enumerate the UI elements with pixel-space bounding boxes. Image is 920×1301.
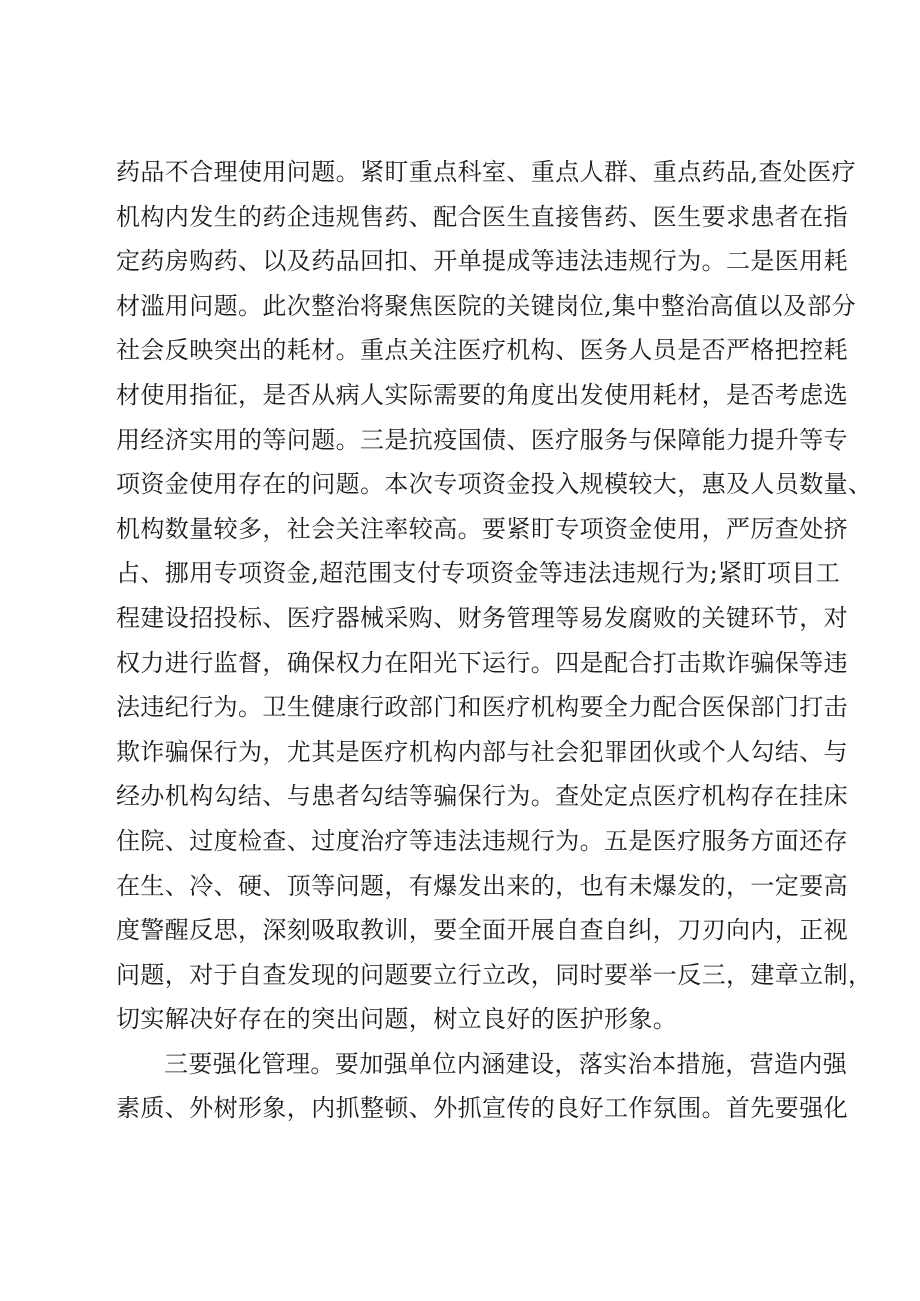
text-line: 在生、冷、硬、顶等问题，有爆发出来的，也有未爆发的，一定要高 — [116, 871, 848, 900]
text-line: 社会反映突出的耗材。重点关注医疗机构、医务人员是否严格把控耗 — [116, 336, 848, 365]
text-line: 材滥用问题。此次整治将聚焦医院的关键岗位,集中整治高值以及部分 — [116, 291, 857, 320]
paragraph-first-line: 三要强化管理。要加强单位内涵建设，落实治本措施，营造内强 — [164, 1049, 848, 1078]
text-line: 机构数量较多，社会关注率较高。要紧盯专项资金使用，严厉查处挤 — [116, 514, 848, 543]
text-line: 机构内发生的药企违规售药、配合医生直接售药、医生要求患者在指 — [116, 202, 848, 231]
text-line: 用经济实用的等问题。三是抗疫国债、医疗服务与保障能力提升等专 — [116, 425, 848, 454]
text-line: 住院、过度检查、过度治疗等违法违规行为。五是医疗服务方面还存 — [116, 826, 848, 855]
text-line: 素质、外树形象，内抓整顿、外抓宣传的良好工作氛围。首先要强化 — [116, 1094, 848, 1123]
text-line: 欺诈骗保行为，尤其是医疗机构内部与社会犯罪团伙或个人勾结、与 — [116, 737, 848, 766]
text-line: 经办机构勾结、与患者勾结等骗保行为。查处定点医疗机构存在挂床 — [116, 782, 848, 811]
text-line: 度警醒反思，深刻吸取教训，要全面开展自查自纠，刀刃向内，正视 — [116, 916, 848, 945]
text-line: 占、挪用专项资金,超范围支付专项资金等违法违规行为;紧盯项目工 — [116, 559, 841, 588]
text-line: 法违纪行为。卫生健康行政部门和医疗机构要全力配合医保部门打击 — [116, 693, 848, 722]
text-line: 程建设招投标、医疗器械采购、财务管理等易发腐败的关键环节，对 — [116, 603, 848, 632]
text-line: 定药房购药、以及药品回扣、开单提成等违法违规行为。二是医用耗 — [116, 247, 848, 276]
text-line: 切实解决好存在的突出问题，树立良好的医护形象。 — [116, 1005, 678, 1034]
body-text — [116, 150, 873, 1131]
text-line: 问题，对于自查发现的问题要立行立改，同时要举一反三，建章立制， — [116, 960, 873, 989]
text-line: 材使用指征，是否从病人实际需要的角度出发使用耗材，是否考虑选 — [116, 380, 848, 409]
text-line: 药品不合理使用问题。紧盯重点科室、重点人群、重点药品,查处医疗 — [116, 158, 857, 186]
text-line: 权力进行监督，确保权力在阳光下运行。四是配合打击欺诈骗保等违 — [116, 648, 848, 677]
text-line: 项资金使用存在的问题。本次专项资金投入规模较大，惠及人员数量、 — [116, 470, 873, 499]
